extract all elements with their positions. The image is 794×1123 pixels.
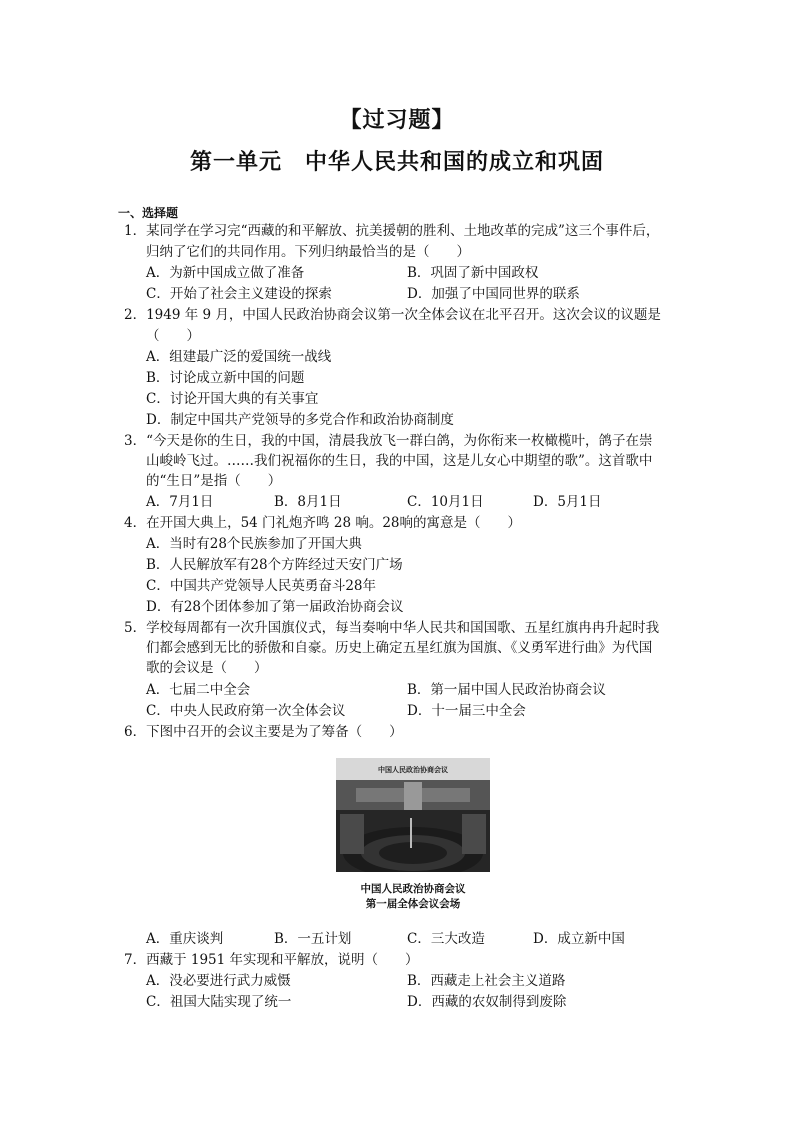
q1-stem: 1．某同学在学习完“西藏的和平解放、抗美援朝的胜利、土地改革的完成”这三个事件后， [124, 223, 660, 239]
q5-option-c: C．中央人民政府第一次全体会议 [146, 703, 346, 719]
unit-title: 第一单元 中华人民共和国的成立和巩固 [189, 149, 604, 175]
q4-stem: 4．在开国大典上，54 门礼炮齐鸣 28 响。28响的寓意是（ ） [124, 515, 521, 531]
q6-option-d: D．成立新中国 [533, 931, 625, 947]
q2-stem: 2．1949 年 9 月，中国人民政治协商会议第一次全体会议在北平召开。这次会议的议题是 [124, 307, 661, 323]
q1-stem-cont: 归纳了它们的共同作用。下列归纳最恰当的是（ ） [146, 244, 470, 260]
q5-option-d: D．十一届三中全会 [407, 703, 526, 719]
q5-stem-cont2: 歌的会议是（ ） [146, 660, 268, 676]
q3-stem-cont2: 的“生日”是指（ ） [146, 473, 282, 489]
q1-option-c: C．开始了社会主义建设的探索 [146, 286, 332, 302]
q6-stem: 6．下图中召开的会议主要是为了筹备（ ） [124, 724, 403, 740]
q6-option-c: C．三大改造 [407, 931, 485, 947]
q3-option-d: D．5月1日 [533, 494, 602, 510]
q5-stem: 5．学校每周都有一次升国旗仪式，每当奏响中华人民共和国国歌、五星红旗冉冉升起时我 [124, 620, 660, 636]
photo-caption-line2: 第一届全体会议会场 [365, 898, 461, 910]
photo-caption-line1: 中国人民政治协商会议 [360, 883, 466, 895]
q5-option-b: B．第一届中国人民政治协商会议 [407, 682, 606, 698]
q1-option-b: B．巩固了新中国政权 [407, 265, 539, 281]
q7-option-a: A．没必要进行武力威慑 [146, 973, 291, 989]
q3-stem: 3．“今天是你的生日，我的中国，清晨我放飞一群白鸽，为你衔来一枚橄榄叶，鸽子在崇 [124, 433, 653, 449]
q4-option-d: D．有28个团体参加了第一届政治协商会议 [146, 599, 404, 615]
q2-option-b: B．讨论成立新中国的问题 [146, 370, 305, 386]
q2-stem-cont: （ ） [146, 328, 200, 344]
q6-option-b: B．一五计划 [274, 931, 352, 947]
q3-stem-cont: 山峻岭飞过。……我们祝福你的生日，我的中国，这是儿女心中期望的歌”。这首歌中 [146, 453, 653, 469]
q2-option-a: A．组建最广泛的爱国统一战线 [146, 349, 332, 365]
q3-option-c: C．10月1日 [407, 494, 484, 510]
q5-stem-cont: 们都会感到无比的骄傲和自豪。历史上确定五星红旗为国旗、《义勇军进行曲》为代国 [146, 640, 653, 656]
q6-option-a: A．重庆谈判 [146, 931, 224, 947]
q2-option-d: D．制定中国共产党领导的多党合作和政治协商制度 [146, 412, 454, 428]
q7-option-b: B．西藏走上社会主义道路 [407, 973, 566, 989]
q7-option-c: C．祖国大陆实现了统一 [146, 994, 292, 1010]
q4-option-b: B．人民解放军有28个方阵经过天安门广场 [146, 557, 403, 573]
q4-option-c: C．中国共产党领导人民英勇奋斗28年 [146, 578, 377, 594]
q3-option-b: B．8月1日 [274, 494, 342, 510]
banner-text: 中国人民政治协商会议 [378, 765, 448, 774]
q1-option-a: A．为新中国成立做了准备 [146, 265, 305, 281]
page-title: 【过习题】 [339, 107, 455, 133]
q2-option-c: C．讨论开国大典的有关事宜 [146, 391, 319, 407]
conference-hall-photo [336, 758, 490, 872]
q7-option-d: D．西藏的农奴制得到废除 [407, 994, 567, 1010]
q4-option-a: A．当时有28个民族参加了开国大典 [146, 536, 362, 552]
q1-option-d: D．加强了中国同世界的联系 [407, 286, 580, 302]
q7-stem: 7．西藏于 1951 年实现和平解放，说明（ ） [124, 952, 419, 968]
q5-option-a: A．七届二中全会 [146, 682, 251, 698]
section-heading: 一、选择题 [118, 206, 179, 220]
q3-option-a: A．7月1日 [146, 494, 214, 510]
